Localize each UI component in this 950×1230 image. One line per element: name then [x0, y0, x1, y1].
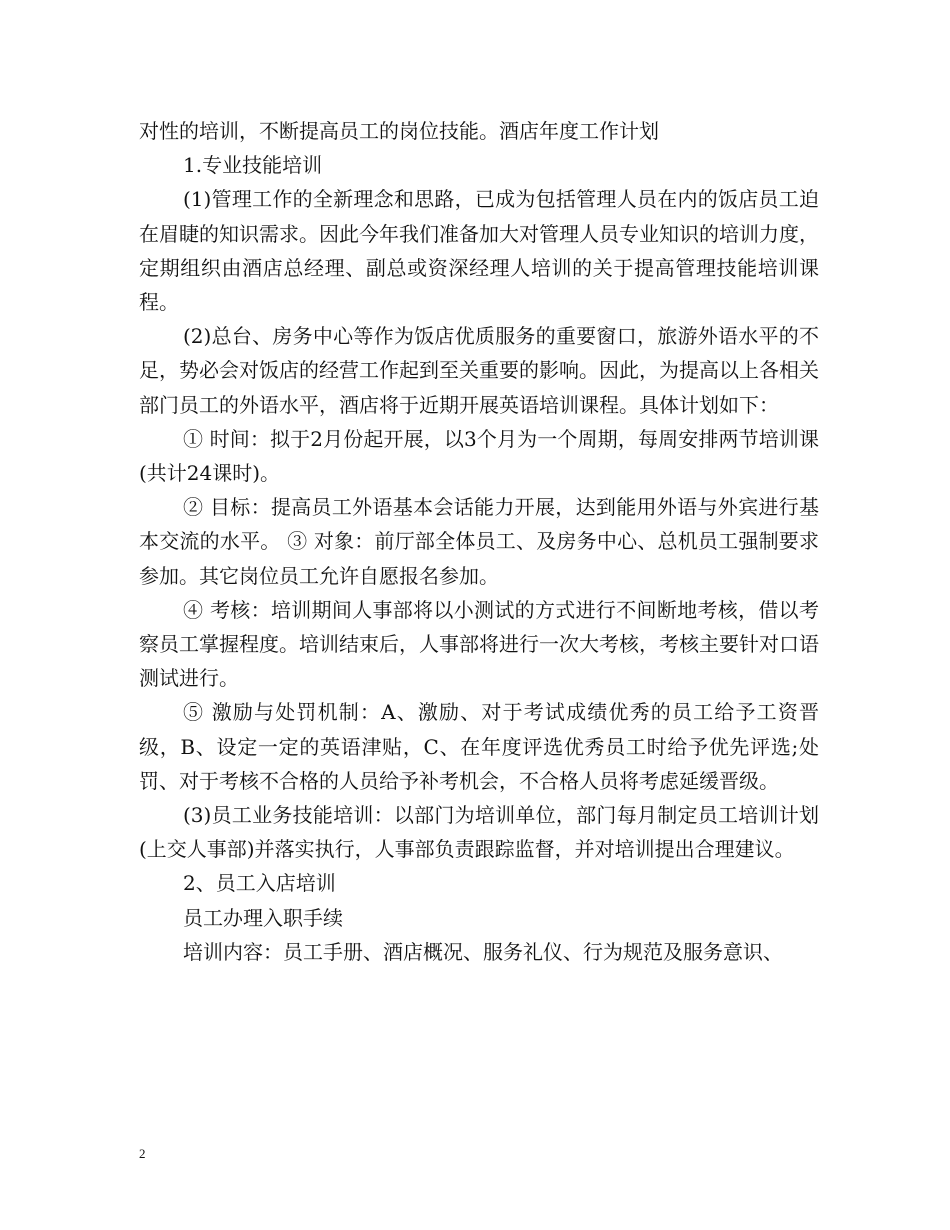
- paragraph: 培训内容：员工手册、酒店概况、服务礼仪、行为规范及服务意识、: [183, 939, 783, 964]
- page-number: 2: [139, 1146, 146, 1161]
- paragraph: (1)管理工作的全新理念和思路，已成为包括管理人员在内的饭店员工迫在眉睫的知识需求。因此今年我们准备加大对管理人员专业知识的培训力度，定期组织由酒店总经理、副总或资深经理人培训的关于提高管理技能培训课程。: [139, 187, 819, 315]
- list-item: ① 时间：拟于2月份起开展，以3个月为一个周期，每周安排两节培训课(共计24课时)。: [139, 426, 819, 486]
- list-item: ④ 考核：培训期间人事部将以小测试的方式进行不间断地考核，借以考察员工掌握程度。培训结束后，人事部将进行一次大考核，考核主要针对口语测试进行。: [139, 597, 819, 691]
- paragraph: 对性的培训，不断提高员工的岗位技能。酒店年度工作计划: [139, 119, 659, 143]
- list-item: ⑤ 激励与处罚机制：A、激励、对于考试成绩优秀的员工给予工资晋级，B、设定一定的英语津贴，C、在年度评选优秀员工时给予优先评选;处罚、对于考核不合格的人员给予补考机会，不合格人员将考虑延缓晋级。: [139, 700, 819, 793]
- paragraph: 员工办理入职手续: [183, 905, 343, 930]
- list-item: ② 目标：提高员工外语基本会话能力开展，达到能用外语与外宾进行基本交流的水平。 ③ 对象：前厅部全体员工、及房务中心、总机员工强制要求参加。其它岗位员工允许自愿报名参加。: [139, 495, 819, 588]
- paragraph: (2)总台、房务中心等作为饭店优质服务的重要窗口，旅游外语水平的不足，势必会对饭店的经营工作起到至关重要的影响。因此，为提高以上各相关部门员工的外语水平，酒店将于近期开展英语培训课程。具体计划如下：: [139, 324, 819, 417]
- section-heading: 2、员工入店培训: [183, 871, 336, 896]
- paragraph: (3)员工业务技能培训：以部门为培训单位，部门每月制定员工培训计划(上交人事部)并落实执行，人事部负责跟踪监督，并对培训提出合理建议。: [139, 803, 819, 862]
- section-heading: 1.专业技能培训: [183, 153, 323, 178]
- document-body: [139, 114, 819, 969]
